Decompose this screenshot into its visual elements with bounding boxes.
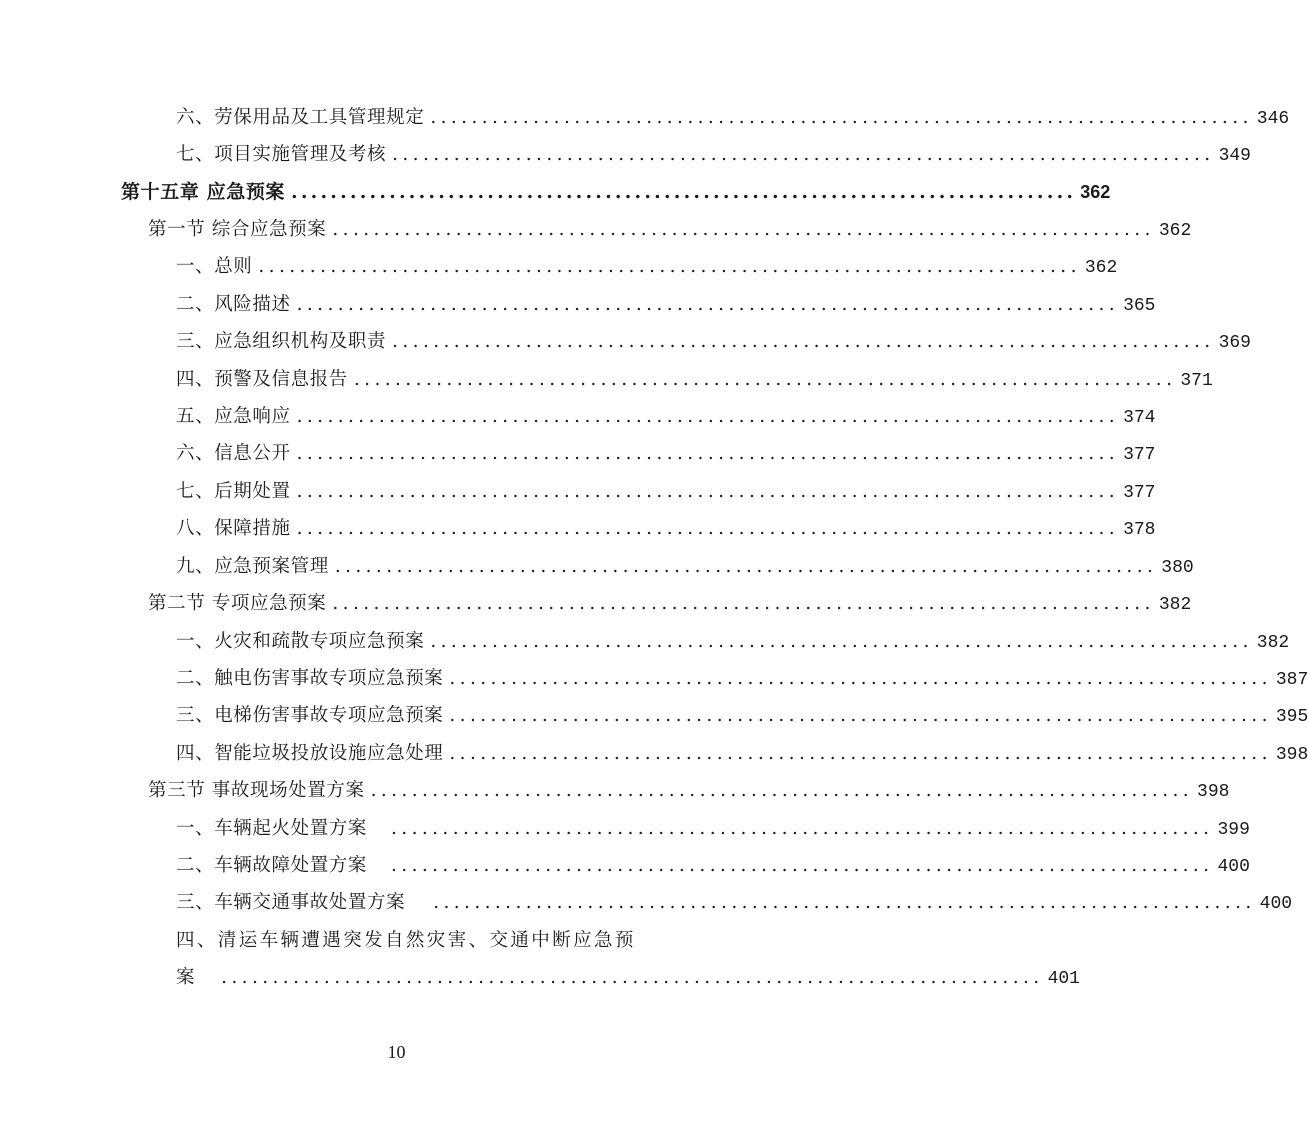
toc-leader-dots: ................................................................................: [391, 818, 1214, 839]
toc-entry-page: 400: [1217, 857, 1250, 877]
toc-leader-dots: ................................................................................: [291, 181, 1077, 203]
toc-leader-dots: ................................................................................: [258, 256, 1081, 277]
toc-entry[interactable]: [176, 405, 1156, 430]
toc-entry[interactable]: [176, 330, 1251, 355]
toc-entry-label: 四、预警及信息报告: [176, 369, 348, 390]
toc-entry[interactable]: [176, 817, 1250, 842]
toc-entry-page: 378: [1123, 520, 1156, 540]
toc-leader-dots: ................................................................................: [296, 443, 1120, 464]
toc-entry[interactable]: [176, 854, 1250, 879]
toc-entry-label: 七、后期处置: [176, 481, 291, 502]
toc-entry-continuation: 案: [176, 967, 196, 988]
toc-entry-label: 八、保障措施: [176, 518, 291, 539]
toc-entry[interactable]: [176, 293, 1156, 318]
toc-leader-dots: ................................................................................: [296, 481, 1120, 502]
toc-entry[interactable]: [176, 742, 1308, 767]
toc-entry-label: 五、应急响应: [176, 406, 291, 427]
toc-entry-page: 362: [1158, 221, 1192, 241]
toc-entry-label: 第一节 综合应急预案: [148, 219, 327, 240]
toc-leader-dots: ................................................................................: [296, 294, 1120, 315]
toc-leader-dots: ................................................................................: [449, 668, 1272, 689]
toc-entry-page: 398: [1197, 782, 1230, 802]
toc-entry[interactable]: [176, 667, 1308, 692]
toc-leader-dots: ................................................................................: [353, 369, 1177, 390]
toc-entry-page: 369: [1218, 333, 1251, 353]
toc-entry-page: 346: [1256, 109, 1290, 129]
toc-leader-dots: ................................................................................: [449, 743, 1272, 764]
toc-entry-wrapped-first-line[interactable]: [176, 929, 674, 953]
toc-entry[interactable]: [176, 143, 1251, 168]
toc-entry-page: 399: [1217, 820, 1250, 840]
toc-section-entry[interactable]: [148, 779, 1230, 804]
toc-entry-page: 395: [1275, 707, 1308, 727]
toc-entry-label: 三、车辆交通事故处置方案: [176, 892, 406, 913]
toc-entry[interactable]: [176, 555, 1194, 580]
toc-entry[interactable]: [176, 704, 1308, 729]
toc-chapter-entry[interactable]: [121, 180, 1111, 204]
toc-entry[interactable]: [176, 630, 1290, 655]
toc-entry-label: 九、应急预案管理: [176, 556, 329, 577]
toc-section-entry[interactable]: [148, 218, 1192, 243]
toc-leader-dots: ................................................................................: [296, 518, 1120, 539]
toc-entry-page: 401: [1047, 969, 1080, 989]
toc-entry-page: 377: [1123, 445, 1156, 465]
toc-leader-dots: ................................................................................: [392, 331, 1215, 352]
toc-entry-page: 382: [1158, 595, 1192, 615]
toc-leader-dots: ................................................................................: [430, 631, 1253, 652]
toc-entry-page: 362: [1084, 258, 1118, 278]
toc-entry[interactable]: [176, 517, 1156, 542]
toc-leader-dots: ................................................................................: [392, 144, 1215, 165]
toc-entry[interactable]: [176, 480, 1156, 505]
toc-entry-label: 二、车辆故障处置方案: [176, 855, 368, 876]
toc-leader-dots: ................................................................................: [391, 855, 1214, 876]
toc-entry-label: 二、触电伤害事故专项应急预案: [176, 668, 444, 689]
toc-section-entry[interactable]: [148, 592, 1192, 617]
toc-entry-page: 349: [1218, 146, 1251, 166]
toc-leader-dots: ................................................................................: [221, 967, 1044, 988]
toc-entry-label: 三、应急组织机构及职责: [176, 331, 387, 352]
toc-entry-page: 387: [1275, 670, 1308, 690]
toc-entry[interactable]: [176, 442, 1156, 467]
toc-entry-label: 一、车辆起火处置方案: [176, 818, 368, 839]
toc-entry-label: 二、风险描述: [176, 294, 291, 315]
toc-entry-label: 三、电梯伤害事故专项应急预案: [176, 705, 444, 726]
toc-entry-label: 第十五章 应急预案: [121, 181, 286, 203]
toc-entry[interactable]: [176, 891, 1293, 916]
toc-entry[interactable]: [176, 255, 1118, 280]
toc-entry-label: 六、信息公开: [176, 443, 291, 464]
toc-entry-label: 一、火灾和疏散专项应急预案: [176, 631, 425, 652]
toc-leader-dots: ................................................................................: [296, 406, 1120, 427]
toc-entry-label: 四、智能垃圾投放设施应急处理: [176, 743, 444, 764]
toc-entry-page: 382: [1256, 633, 1290, 653]
toc-entry[interactable]: [176, 106, 1290, 131]
toc-leader-dots: ................................................................................: [433, 892, 1256, 913]
toc-entry-label: 六、劳保用品及工具管理规定: [176, 107, 425, 128]
toc-leader-dots: ................................................................................: [334, 556, 1158, 577]
toc-entry-label: 七、项目实施管理及考核: [176, 144, 387, 165]
toc-entry-label: 四、清运车辆遭遇突发自然灾害、交通中断应急预: [176, 930, 636, 951]
toc-leader-dots: ................................................................................: [430, 107, 1253, 128]
toc-entry-label: 一、总则: [176, 256, 253, 277]
toc-leader-dots: ................................................................................: [370, 780, 1194, 801]
toc-entry-page: 362: [1080, 182, 1111, 202]
toc-entry-label: 第三节 事故现场处置方案: [148, 780, 365, 801]
toc-entry-page: 377: [1123, 483, 1156, 503]
toc-leader-dots: ................................................................................: [332, 593, 1155, 614]
toc-entry-page: 365: [1123, 296, 1156, 316]
toc-leader-dots: ................................................................................: [332, 219, 1155, 240]
toc-entry-page: 380: [1161, 558, 1194, 578]
toc-entry-wrapped-second-line[interactable]: [176, 966, 1080, 991]
toc-entry[interactable]: [176, 368, 1213, 393]
toc-entry-page: 374: [1123, 408, 1156, 428]
toc-leader-dots: ................................................................................: [449, 705, 1272, 726]
toc-entry-page: 400: [1259, 894, 1293, 914]
page-number: 10: [387, 1042, 406, 1062]
toc-entry-label: 第二节 专项应急预案: [148, 593, 327, 614]
toc-entry-page: 371: [1180, 371, 1213, 391]
toc-entry-page: 398: [1275, 745, 1308, 765]
